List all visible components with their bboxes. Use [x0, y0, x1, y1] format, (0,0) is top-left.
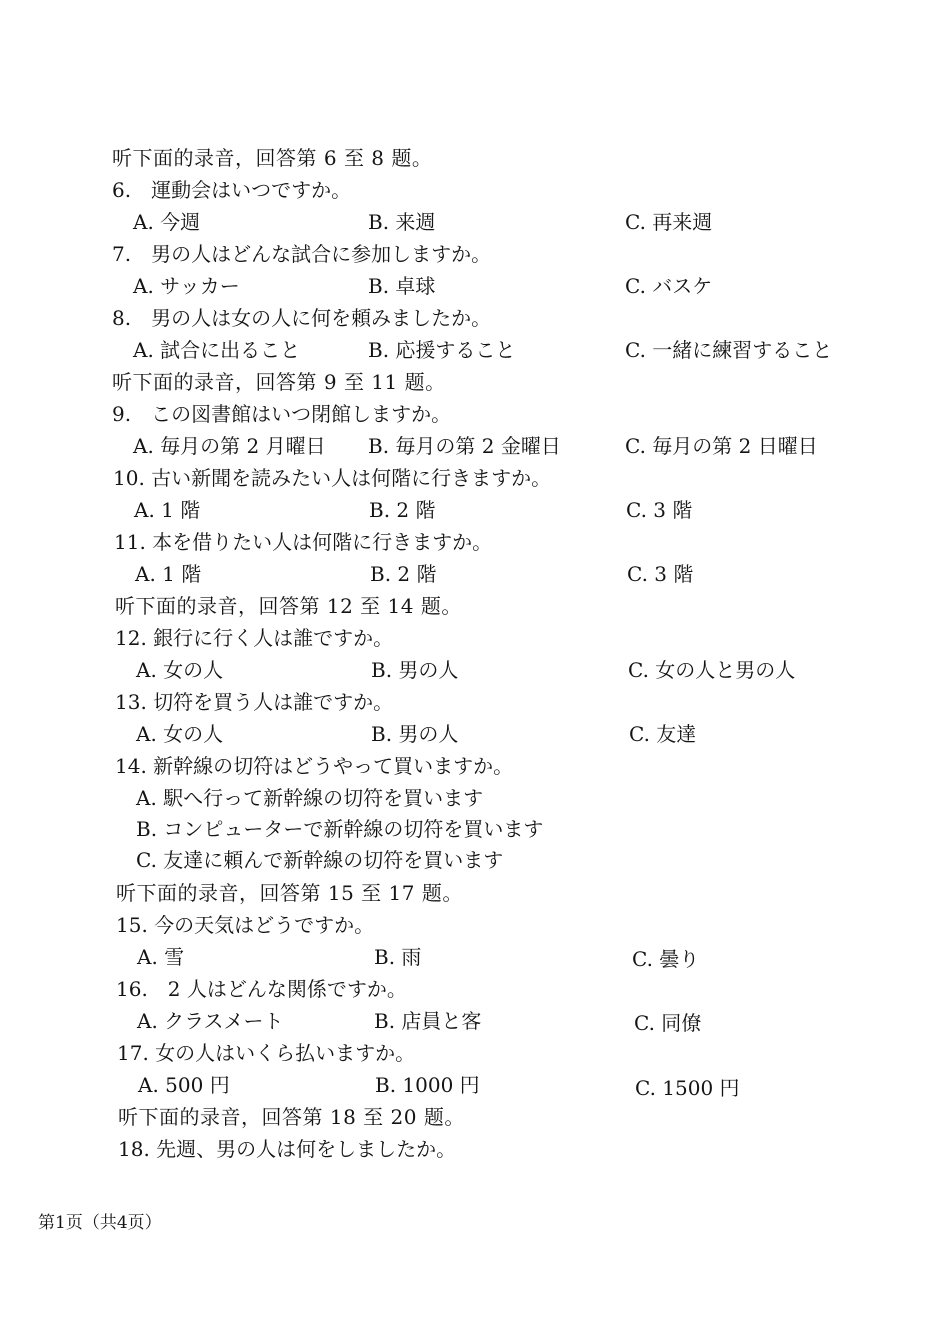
question-11: 11. 本を借りたい人は何階に行きますか。 — [114, 530, 493, 554]
option-c: C. 3 階 — [627, 562, 694, 586]
option-b: B. 店員と客 — [374, 1009, 482, 1033]
option-b: B. コンピューターで新幹線の切符を買います — [136, 817, 544, 841]
option-c: C. 1500 円 — [635, 1076, 740, 1100]
option-b: B. 雨 — [374, 945, 422, 969]
page-footer: 第1页（共4页） — [38, 1213, 162, 1233]
option-c: C. 友達 — [629, 722, 697, 746]
section-instruction: 听下面的录音，回答第 18 至 20 题。 — [118, 1105, 465, 1129]
option-b: B. 卓球 — [368, 274, 436, 298]
option-c: C. 女の人と男の人 — [628, 658, 796, 682]
option-c: C. 3 階 — [626, 498, 693, 522]
option-c: C. 毎月の第 2 日曜日 — [625, 434, 818, 458]
option-b: B. 男の人 — [371, 658, 459, 682]
question-6: 6. 運動会はいつですか。 — [112, 178, 352, 202]
option-a: A. 1 階 — [135, 562, 202, 586]
question-16: 16. 2 人はどんな関係ですか。 — [116, 977, 407, 1001]
option-a: A. 駅へ行って新幹線の切符を買います — [136, 786, 484, 810]
option-b: B. 毎月の第 2 金曜日 — [368, 434, 561, 458]
question-17: 17. 女の人はいくら払いますか。 — [117, 1041, 416, 1065]
question-13: 13. 切符を買う人は誰ですか。 — [115, 690, 394, 714]
option-c: C. 曇り — [632, 947, 700, 971]
section-instruction: 听下面的录音，回答第 12 至 14 题。 — [115, 594, 462, 618]
option-a: A. クラスメート — [137, 1009, 284, 1033]
option-a: A. 毎月の第 2 月曜日 — [133, 434, 326, 458]
option-c: C. 同僚 — [634, 1011, 702, 1035]
question-12: 12. 銀行に行く人は誰ですか。 — [115, 626, 394, 650]
option-a: A. 今週 — [133, 210, 201, 234]
option-b: B. 1000 円 — [375, 1073, 480, 1097]
option-a: A. 女の人 — [136, 658, 224, 682]
section-instruction: 听下面的录音，回答第 6 至 8 题。 — [112, 146, 433, 170]
option-a: A. 雪 — [137, 945, 185, 969]
option-a: A. 1 階 — [134, 498, 201, 522]
option-a: A. 500 円 — [138, 1073, 230, 1097]
option-b: B. 来週 — [368, 210, 436, 234]
option-c: C. 友達に頼んで新幹線の切符を買います — [136, 848, 504, 872]
option-a: A. サッカー — [133, 274, 240, 298]
option-c: C. 一緒に練習すること — [625, 338, 833, 362]
question-9: 9. この図書館はいつ閉館しますか。 — [112, 402, 452, 426]
section-instruction: 听下面的录音，回答第 15 至 17 题。 — [116, 881, 463, 905]
question-14: 14. 新幹線の切符はどうやって買いますか。 — [115, 754, 514, 778]
option-b: B. 男の人 — [371, 722, 459, 746]
option-a: A. 女の人 — [136, 722, 224, 746]
option-b: B. 2 階 — [369, 498, 436, 522]
option-b: B. 2 階 — [370, 562, 437, 586]
question-10: 10. 古い新聞を読みたい人は何階に行きますか。 — [113, 466, 552, 490]
question-8: 8. 男の人は女の人に何を頼みましたか。 — [112, 306, 492, 330]
question-7: 7. 男の人はどんな試合に参加しますか。 — [112, 242, 492, 266]
option-c: C. バスケ — [625, 274, 713, 298]
question-15: 15. 今の天気はどうですか。 — [116, 913, 375, 937]
option-a: A. 試合に出ること — [133, 338, 301, 362]
option-b: B. 応援すること — [368, 338, 516, 362]
question-18: 18. 先週、男の人は何をしましたか。 — [118, 1137, 457, 1161]
option-c: C. 再来週 — [625, 210, 713, 234]
section-instruction: 听下面的录音，回答第 9 至 11 题。 — [112, 370, 446, 394]
